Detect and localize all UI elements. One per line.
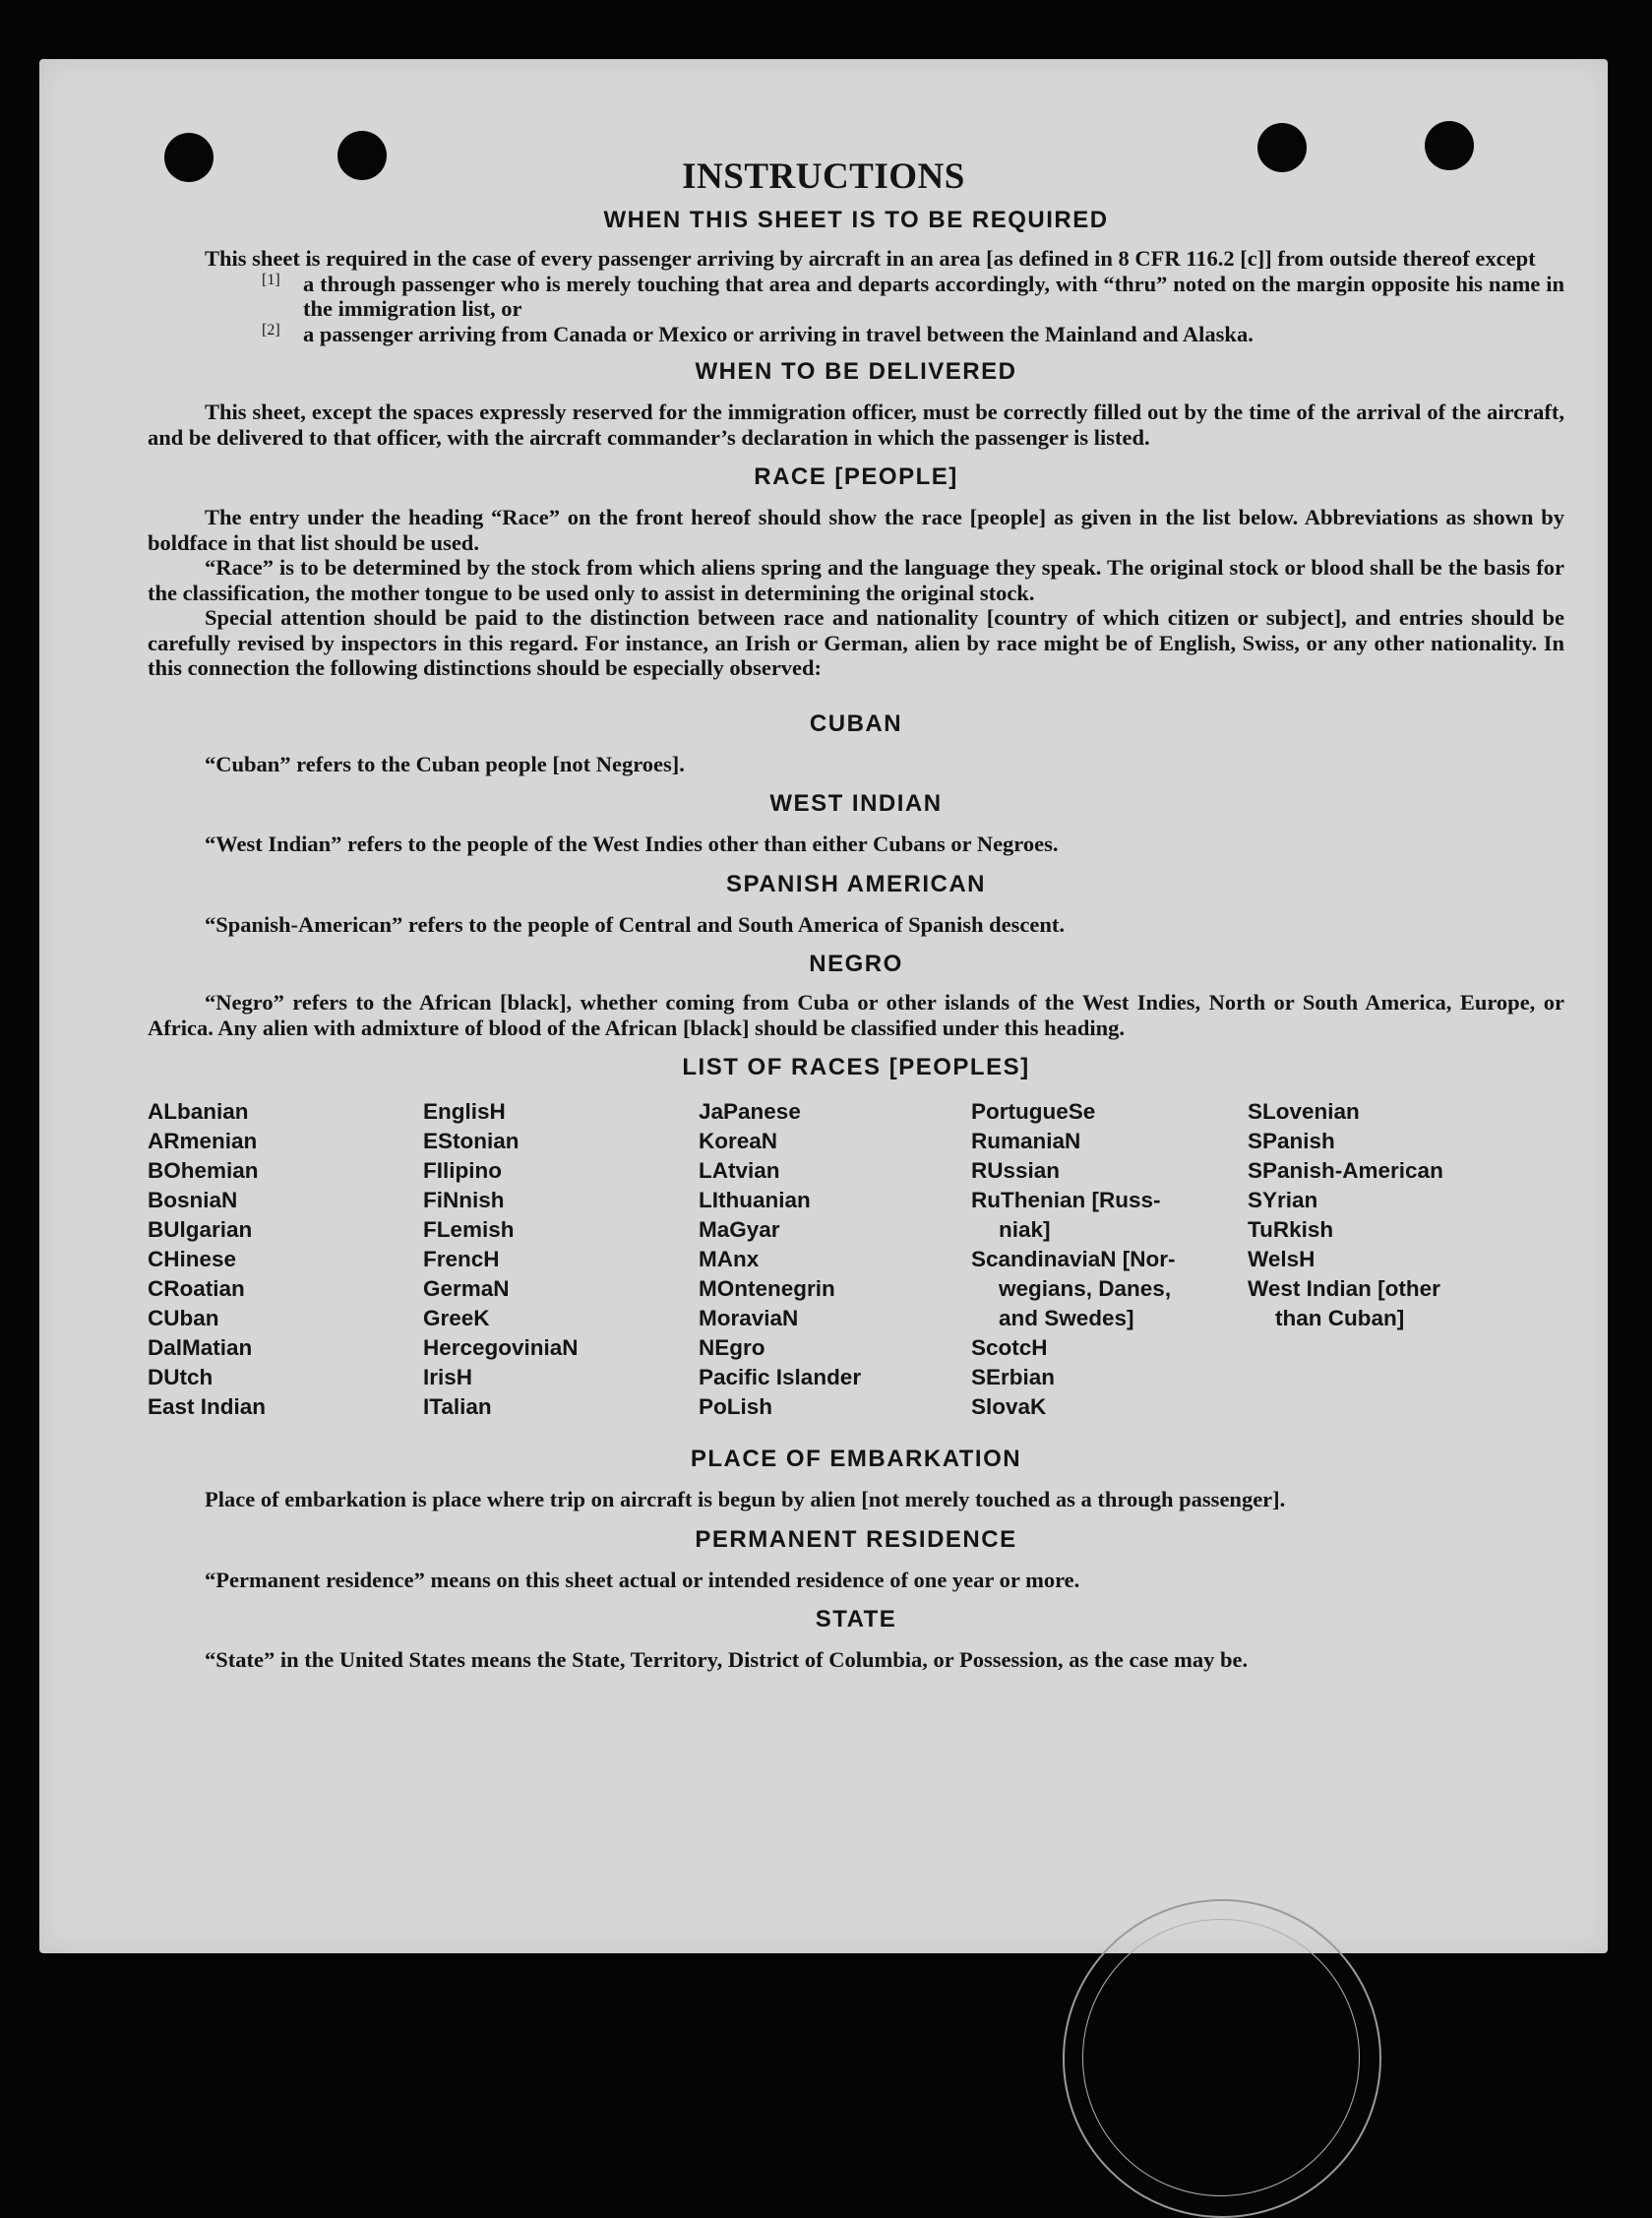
heading-when-delivered: WHEN TO BE DELIVERED xyxy=(695,358,1017,385)
race-entry: East Indian xyxy=(148,1394,267,1419)
list-item xyxy=(148,322,1564,347)
para-negro: “Negro” refers to the African [black], whether coming from Cuba or other islands of the West Indies, North or South America, Europe, or Africa. Any alien with admixture of blood of the African [black] should be classified under this heading. xyxy=(148,990,1564,1040)
races-column xyxy=(148,1097,423,1422)
race-entry: ITalian xyxy=(423,1394,492,1419)
race-entry: MOntenegrin xyxy=(699,1276,835,1301)
para-race-3: Special attention should be paid to the distinction between race and nationality [country of which citizen or subject], and entries should be carefully revised by inspectors in this regard. For instance, an Irish or German, alien by race might be of English, Swiss, or any other nationality. In this connection the following distinctions should be especially observed: xyxy=(148,605,1564,680)
race-entry: HercegoviniaN xyxy=(423,1335,579,1360)
race-entry: CUban xyxy=(148,1306,219,1330)
race-entry: SPanish xyxy=(1248,1129,1335,1153)
race-entry: ScotcH xyxy=(971,1335,1048,1360)
race-entry: ARmenian xyxy=(148,1129,258,1153)
race-entry: RumaniaN xyxy=(971,1129,1081,1153)
race-entry: DUtch xyxy=(148,1365,214,1389)
race-entry: SErbian xyxy=(971,1365,1056,1389)
heading-when-required: WHEN THIS SHEET IS TO BE REQUIRED xyxy=(603,207,1109,233)
para-permanent-residence: “Permanent residence” means on this sheet actual or intended residence of one year or more. xyxy=(205,1567,1080,1592)
para-place-of-embarkation: Place of embarkation is place where trip on aircraft is begun by alien [not merely touched as a through passenger]. xyxy=(205,1487,1286,1511)
race-entry: LAtvian xyxy=(699,1158,780,1183)
race-entry: IrisH xyxy=(423,1365,473,1389)
item-text: a passenger arriving from Canada or Mexico or arriving in travel between the Mainland and Alaska. xyxy=(303,321,1254,346)
item-text: a through passenger who is merely touching that area and departs accordingly, with “thru” noted on the margin opposite his name in the immigration list, or xyxy=(303,271,1564,321)
race-entry: and Swedes] xyxy=(999,1306,1134,1330)
race-entry: CRoatian xyxy=(148,1276,245,1301)
race-entry: SLovenian xyxy=(1248,1099,1360,1124)
race-entry: EnglisH xyxy=(423,1099,506,1124)
race-entry: CHinese xyxy=(148,1247,237,1271)
race-entry: TuRkish xyxy=(1248,1217,1334,1242)
races-column xyxy=(1248,1097,1523,1422)
circular-stamp-inner xyxy=(1082,1919,1360,2196)
para-race-1: The entry under the heading “Race” on the front hereof should show the race [people] as given in the list below. Abbreviations as shown by boldface in that list should be used. xyxy=(148,505,1564,555)
races-column xyxy=(423,1097,699,1422)
race-entry: niak] xyxy=(999,1217,1051,1242)
race-entry: PortugueSe xyxy=(971,1099,1096,1124)
race-entry: SPanish-American xyxy=(1248,1158,1443,1183)
document-sheet xyxy=(39,59,1608,1953)
heading-race: RACE [PEOPLE] xyxy=(754,463,958,490)
race-entry: RuThenian [Russ- xyxy=(971,1188,1161,1212)
race-entry: DalMatian xyxy=(148,1335,253,1360)
races-column xyxy=(699,1097,971,1422)
para-cuban: “Cuban” refers to the Cuban people [not Negroes]. xyxy=(205,751,685,776)
race-entry: Pacific Islander xyxy=(699,1365,862,1389)
para-race-2: “Race” is to be determined by the stock from which aliens spring and the language they speak. The original stock or blood shall be the basis for the classification, the mother tongue to be used only to assist in determining the original stock. xyxy=(148,555,1564,605)
heading-state: STATE xyxy=(815,1606,897,1633)
race-entry: EStonian xyxy=(423,1129,520,1153)
race-entry: KoreaN xyxy=(699,1129,778,1153)
race-entry: LIthuanian xyxy=(699,1188,811,1212)
race-entry: GermaN xyxy=(423,1276,510,1301)
races-table xyxy=(148,1097,1564,1422)
race-entry: JaPanese xyxy=(699,1099,801,1124)
race-entry: GreeK xyxy=(423,1306,490,1330)
race-entry: NEgro xyxy=(699,1335,765,1360)
heading-west-indian: WEST INDIAN xyxy=(769,790,943,817)
race-entry: FIlipino xyxy=(423,1158,502,1183)
race-entry: FrencH xyxy=(423,1247,500,1271)
heading-cuban: CUBAN xyxy=(809,709,903,737)
heading-place-of-embarkation: PLACE OF EMBARKATION xyxy=(690,1446,1022,1472)
race-entry: WelsH xyxy=(1248,1247,1315,1271)
race-entry: than Cuban] xyxy=(1275,1306,1405,1330)
para-spanish-american: “Spanish-American” refers to the people of Central and South America of Spanish descent. xyxy=(205,911,1065,937)
para-west-indian: “West Indian” refers to the people of the West Indies other than either Cubans or Negroes. xyxy=(205,832,1059,856)
race-entry: RUssian xyxy=(971,1158,1061,1183)
race-entry: BOhemian xyxy=(148,1158,259,1183)
para-when-required: This sheet is required in the case of every passenger arriving by aircraft in an area [as defined in 8 CFR 116.2 [c]] from outside thereof except xyxy=(205,246,1536,271)
heading-list-of-races: LIST OF RACES [PEOPLES] xyxy=(682,1054,1030,1080)
race-entry: SYrian xyxy=(1248,1188,1318,1212)
para-when-delivered: This sheet, except the spaces expressly reserved for the immigration officer, must be correctly filled out by the time of the arrival of the aircraft, and be delivered to that officer, with the aircraft commander’s declaration in which the passenger is listed. xyxy=(148,400,1564,450)
race-entry: PoLish xyxy=(699,1394,773,1419)
instructions-body xyxy=(148,207,1564,1673)
race-entry: ALbanian xyxy=(148,1099,249,1124)
race-entry: SlovaK xyxy=(971,1394,1047,1419)
race-entry: ScandinaviaN [Nor- xyxy=(971,1247,1176,1271)
race-entry: MoraviaN xyxy=(699,1306,799,1330)
heading-spanish-american: SPANISH AMERICAN xyxy=(725,870,986,897)
para-state: “State” in the United States means the State, Territory, District of Columbia, or Possession, as the case may be. xyxy=(205,1647,1249,1672)
item-number: [1] xyxy=(262,271,280,288)
race-entry: FiNnish xyxy=(423,1188,505,1212)
race-entry: MaGyar xyxy=(699,1217,780,1242)
item-number: [2] xyxy=(262,321,280,339)
race-entry: FLemish xyxy=(423,1217,515,1242)
race-entry: wegians, Danes, xyxy=(999,1276,1172,1301)
page-title: INSTRUCTIONS xyxy=(682,156,965,197)
heading-permanent-residence: PERMANENT RESIDENCE xyxy=(695,1525,1017,1553)
race-entry: BUlgarian xyxy=(148,1217,253,1242)
races-column xyxy=(971,1097,1248,1422)
race-entry: West Indian [other xyxy=(1248,1276,1440,1301)
race-entry: MAnx xyxy=(699,1247,760,1271)
heading-negro: NEGRO xyxy=(809,951,903,977)
race-entry: BosniaN xyxy=(148,1188,238,1212)
list-item xyxy=(148,272,1564,322)
